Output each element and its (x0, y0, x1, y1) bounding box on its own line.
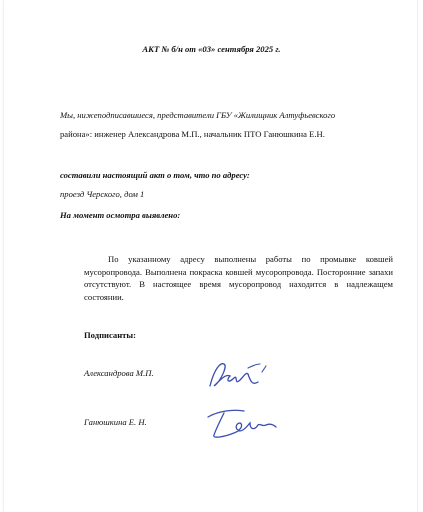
act-title: АКТ № б/н от «03» сентября 2025 г. (142, 44, 281, 54)
signatory-name-1: Александрова М.П. (84, 368, 154, 378)
findings-text: По указанному адресу выполнены работы по промывке ковшей мусоропровода. Выполнена покраска ковшей мусоропровода. Посторонние запахи отсутствуют. В настоящее время мусоропровод находится в надлежащем состоянии. (84, 254, 393, 302)
act-statement: составили настоящий акт о том, что по адресу: (60, 170, 250, 180)
findings-heading: На момент осмотра выявлено: (60, 210, 181, 220)
signatory-name-2: Ганюшкина Е. Н. (84, 417, 147, 427)
signature-2-image (204, 403, 278, 441)
address: проезд Черского, дом 1 (60, 189, 145, 199)
signatories-heading: Подписанты: (84, 330, 136, 340)
intro-line-1: Мы, нижеподписавшиеся, представители ГБУ «Жилищник Алтуфьевского (60, 110, 336, 120)
signature-1-image (204, 356, 272, 392)
intro-line-2: района»: инженер Александрова М.П., начальник ПТО Ганюшкина Е.Н. (60, 129, 325, 139)
